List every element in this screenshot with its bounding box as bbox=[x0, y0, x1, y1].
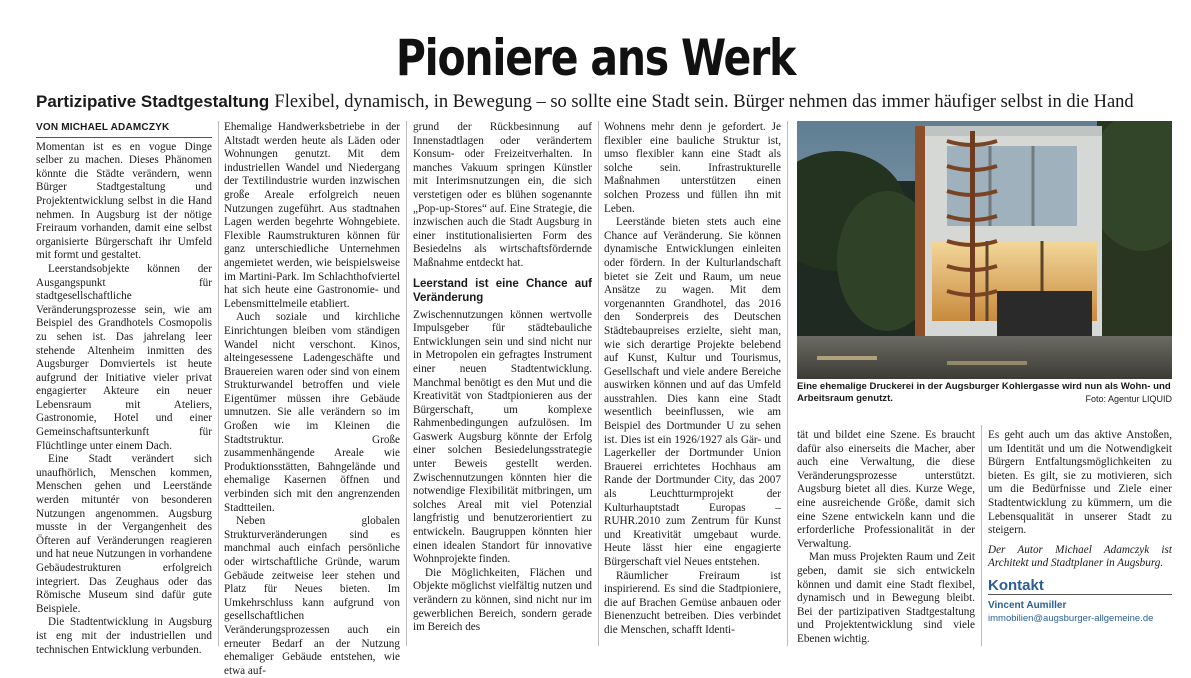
column-3 bbox=[413, 121, 592, 635]
column-2 bbox=[224, 121, 400, 678]
column-rule bbox=[981, 425, 982, 646]
paragraph: Auch soziale und kirchliche Einrichtungen bleiben vom ständigen Wandel nicht verschont. Kinos, alteingesessene Ladengeschäfte und Brauereien waren oder sind von einem Strukturwandel betroffen und viele Eigentümer müssen ihre Gebäude umnutzen. Sie alle verändern so im Großen wie im Kleinen die Stadtstruktur. Große zusammenhängende Areale wie Produktionsstätten, Bahngelände und ehemalige Kasernen öffnen und verbinden sich mit den angrenzenden Stadtteilen. bbox=[224, 311, 400, 514]
column-5 bbox=[797, 429, 975, 647]
paragraph: Leerstände bieten stets auch eine Chance auf Veränderung. Sie können dynamische Entwicklungen einleiten oder fördern. In der Kulturlandschaft bietet sie Zeit und Raum, um neue Ansätze zu wagen. Mit dem vorgenannten Grandhotel, das 2016 den Sonderpreis des Deutschen Städtebaupreises erzielte, sieht man, wie sich derartige Projekte belebend auf Kunst, Kultur und Tourismus, Gesellschaft und viele andere Bereiche auswirken können und auf das Umfeld ausstrahlen. Dies kann eine Stadt wesentlich beeinflussen, wie am Beispiel des Dortmunder U zu sehen ist. Dies ist ein 1926/1927 als Gär- und Lagerkeller der Dortmunder Union Brauerei errichtetes Hochhaus am Rande der Dortmunder City, das 2007 als Leuchtturmprojekt der Kulturhauptstadt Europas – RUHR.2010 zum Zentrum für Kunst und Kreativität umgebaut wurde. Heute lässt hier eine engagierte Bürgerschaft viel Neues entstehen. bbox=[604, 216, 781, 568]
paragraph: tät und bildet eine Szene. Es braucht dafür also einerseits die Macher, aber auch eine Verwaltung, die diese Veränderungsprozesse unterstützt. Augsburg bietet all dies. Kurze Wege, eine ausreichende Größe, damit sich eine Szene entwickeln kann und die erforderliche Professionalität in der Verwaltung. bbox=[797, 429, 975, 550]
article-photo bbox=[797, 121, 1172, 379]
subline bbox=[36, 90, 1166, 114]
byline: VON MICHAEL ADAMCZYK bbox=[36, 121, 212, 138]
paragraph: Räumlicher Freiraum ist inspirierend. Es sind die Stadtpioniere, die auf Brachen Gemüse anbauen oder Bienenzucht betreiben. Dies verbindet die Menschen, schafft Identi- bbox=[604, 569, 781, 636]
contact-title: Kontakt bbox=[988, 579, 1172, 595]
column-4 bbox=[604, 121, 781, 638]
column-1 bbox=[36, 121, 212, 657]
paragraph: Es geht auch um das aktive Anstoßen, um Identität und um die Notwendigkeit Bürgern Entfaltungsmöglichkeiten zu bieten. Es gilt, sie zu motivieren, sich um die Bedürfnisse und Ziele einer Stadtentwicklung zu kümmern, um die Lebensqualität in unserer Stadt zu steigern. bbox=[988, 429, 1172, 537]
paragraph: Momentan ist es en vogue Dinge selber zu machen. Dieses Phänomen könnte die Städte verändern, wenn Bürger Stadtgestaltung und Projektentwicklung selbst in die Hand nehmen. In Augsburg ist der nötige Freiraum vorhanden, damit eine selbst organisierte Bürgerschaft ihr Umfeld mit formt und gestaltet. bbox=[36, 140, 212, 262]
column-rule bbox=[598, 121, 599, 646]
paragraph: Zwischennutzungen können wertvolle Impulsgeber für städtebauliche Entwicklungen sein und sind nicht nur in Metropolen ein gefragtes Instrument einer neuen Stadtentwicklung. Manchmal benötigt es den Mut und die Kreativität von Stadtpionieren aus der Bürgerschaft, um komplexe Rahmenbedingungen aufzulösen. Im Gaswerk Augsburg könnte der Erfolg einer solchen Besiedelungsstrategie unter Beweis gestellt werden. Zwischennutzungen könnten hier die notwendige Flexibilität mitbringen, um solches Areal mit viel Potenzial langfristig und benutzerorientiert zu entwickeln. Baugruppen könnten hier einen idealen Standort für innovative Wohnprojekte finden. bbox=[413, 308, 592, 566]
paragraph: Eine Stadt verändert sich unaufhörlich, Menschen kommen, Menschen gehen und Leerstände werden mituntér von besonderen Nutzungen angenommen. Augsburg musste in der Vergangenheit des Öfteren auf Veränderungen reagieren und hat neue Nutzungen in vorhandene Gebäudestrukturen erfolgreich integriert. Das Zeughaus oder das Römische Museum sind dafür gute Beispiele. bbox=[36, 453, 212, 615]
paragraph: Ehemalige Handwerksbetriebe in der Altstadt werden heute als Läden oder Wohnungen genutzt. Mit dem industriellen Wandel und Niedergang der Textilindustrie wurden inzwischen große Areale erfolgreich neuen Nutzungen zugeführt. Aus stadtnahen Lagen werden begehrte Wohngebiete. Flexible Raumstrukturen können für ganz unterschiedliche Unternehmen angemietet werden, wie beispielsweise im Martini-Park. Im Schlachthofviertel hat sich heute eine Gastronomie- und Lebensmittelmeile etabliert. bbox=[224, 121, 400, 310]
column-rule bbox=[218, 121, 219, 646]
contact-name: Vincent Aumiller bbox=[988, 599, 1067, 611]
subline-text: Flexibel, dynamisch, in Bewegung – so sollte eine Stadt sein. Bürger nehmen das immer häufiger selbst in die Hand bbox=[274, 92, 1134, 112]
building-illustration bbox=[797, 121, 1172, 379]
paragraph: Man muss Projekten Raum und Zeit geben, damit sie sich entwickeln können und damit eine Stadt flexibel, dynamisch und in Bewegung bleibt. Bei der partizipativen Stadtgestaltung und Projektentwicklung sind viele Ebenen wichtig. bbox=[797, 551, 975, 645]
author-note: Der Autor Michael Adamczyk ist Architekt und Stadtplaner in Augsburg. bbox=[988, 543, 1172, 570]
column-rule bbox=[406, 121, 407, 646]
paragraph: grund der Rückbesinnung auf Innenstadtlagen oder verändertem Konsum- oder Freizeitverhalten. In manches Vakuum springen Künstler mit Interimsnutzungen ein, die sich verstetigen oder es blühen sogenannte „Pop-up-Stores“ auf. Eine Strategie, die inzwischen auch die Stadt Augsburg in einer institutionalisierten Form des Besiedelns als wirtschaftsfördernde Maßnahme entdeckt hat. bbox=[413, 121, 592, 269]
column-rule bbox=[787, 121, 788, 646]
paragraph: Neben globalen Strukturveränderungen sind es manchmal auch einfach persönliche oder wirtschaftliche Gründe, warum Gebäude zeitweise leer stehen und Platz für Neues bieten. Im Umkehrschluss kann aufgrund von gesellschaftlichen Veränderungsprozessen auch ein erneuter Bedarf an der Nutzung ehemaliger Gebäude entstehen, wie etwa auf- bbox=[224, 515, 400, 677]
column-6 bbox=[988, 429, 1172, 626]
paragraph: Die Möglichkeiten, Flächen und Objekte möglichst vielfältig nutzen und verändern zu können, sind nicht nur im gewerblichen Bereich, sondern gerade im Bereich des bbox=[413, 566, 592, 634]
paragraph: Die Stadtentwicklung in Augsburg ist eng mit der industriellen und technischen Entwicklung verbunden. bbox=[36, 616, 212, 656]
subline-kicker: Partizipative Stadtgestaltung bbox=[36, 92, 270, 111]
contact-email-link[interactable]: immobilien@augsburger-allgemeine.de bbox=[988, 613, 1154, 625]
headline: Pioniere ans Werk bbox=[395, 29, 796, 87]
paragraph: Wohnens mehr denn je gefordert. Je flexibler eine bauliche Struktur ist, umso flexibler kann eine Stadt als solche sein. Infrastrukturelle Maßnahmen unterstützen einen solchen Prozess und füllen ihn mit Leben. bbox=[604, 121, 781, 215]
section-subhead: Leerstand ist eine Chance auf Veränderung bbox=[413, 277, 592, 304]
photo-credit: Foto: Agentur LIQUID bbox=[1085, 394, 1172, 404]
photo-caption: Eine ehemalige Druckerei in der Augsburger Kohlergasse wird nun als Wohn- und Arbeitsraum genutzt. bbox=[797, 381, 1171, 404]
paragraph: Leerstandsobjekte können der Ausgangspunkt für stadtgesellschaftliche Veränderungsprozesse sein, wie am Beispiel des Grandhotels Cosmopolis zu sehen ist. Das jahrelang leer stehende Altenheim inmitten des Augsburger Domviertels ist heute aufgrund der Initiative vieler privat engagierter Akteure ein neuer Lebensraum mit Ateliers, Gastronomie, Hotel und einer Gemeinschaftsunterkunft für Flüchtlinge unter einem Dach. bbox=[36, 262, 212, 452]
